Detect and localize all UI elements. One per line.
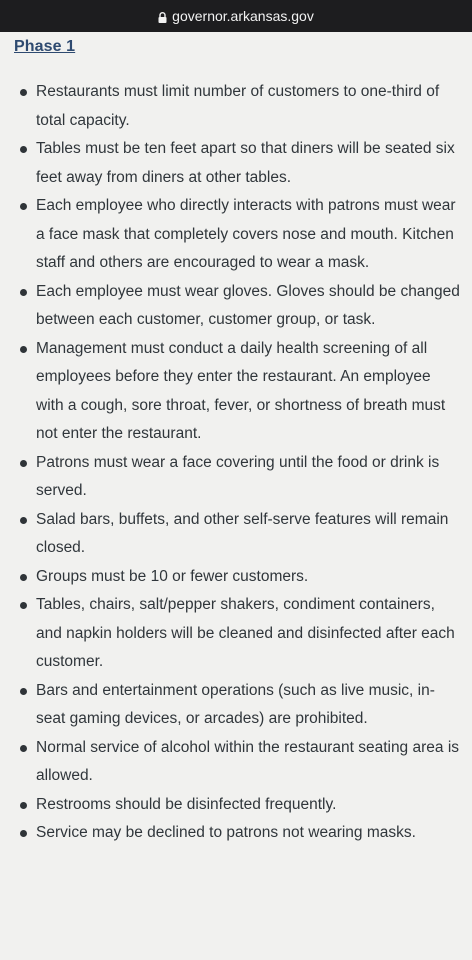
rule-item (12, 192, 460, 278)
rule-text: Normal service of alcohol within the restaurant seating area is allowed. (36, 738, 460, 784)
bullet-icon (20, 346, 27, 353)
rule-text: Each employee who directly interacts with patrons must wear a face mask that completely covers nose and mouth. Kitchen staff and others are encouraged to wear a mask. (36, 197, 456, 271)
bullet-icon (20, 830, 27, 837)
rule-text: Bars and entertainment operations (such as live music, in-seat gaming devices, or arcades) are prohibited. (36, 681, 435, 727)
rule-item (12, 591, 460, 677)
bullet-icon (20, 460, 27, 467)
rule-text: Management must conduct a daily health screening of all employees before they enter the restaurant. An employee with a cough, sore throat, fever, or shortness of breath must not enter the restaurant. (36, 339, 446, 442)
rule-text: Service may be declined to patrons not wearing masks. (36, 824, 416, 841)
rule-text: Restaurants must limit number of customers to one-third of total capacity. (36, 83, 440, 129)
rule-item (12, 78, 460, 135)
rule-item (12, 563, 460, 592)
page-content (0, 32, 472, 848)
rule-item (12, 506, 460, 563)
rule-item (12, 734, 460, 791)
bullet-icon (20, 146, 27, 153)
rule-text: Restrooms should be disinfected frequently. (36, 795, 337, 813)
rule-item (12, 791, 460, 820)
rule-text: Patrons must wear a face covering until the food or drink is served. (36, 453, 440, 499)
bullet-icon (20, 89, 27, 96)
rule-item (12, 677, 460, 734)
lock-icon (158, 12, 167, 23)
rule-text: Tables, chairs, salt/pepper shakers, condiment containers, and napkin holders will be cleaned and disinfected after each customer. (36, 596, 455, 670)
rule-text: Tables must be ten feet apart so that diners will be seated six feet away from diners at other tables. (36, 140, 455, 186)
rule-text: Each employee must wear gloves. Gloves should be changed between each customer, customer group, or task. (36, 282, 460, 328)
address-bar[interactable] (0, 0, 472, 32)
rule-item (12, 449, 460, 506)
rule-text: Groups must be 10 or fewer customers. (36, 567, 309, 585)
rule-item (12, 819, 460, 848)
bullet-icon (20, 203, 27, 210)
bullet-icon (20, 517, 27, 524)
bullet-icon (20, 574, 27, 581)
rule-item (12, 335, 460, 449)
rules-list (12, 78, 460, 848)
bullet-icon (20, 802, 27, 809)
bullet-icon (20, 745, 27, 752)
rule-item (12, 135, 460, 192)
url-text: governor.arkansas.gov (172, 8, 314, 24)
bullet-icon (20, 602, 27, 609)
bullet-icon (20, 688, 27, 695)
rule-item (12, 278, 460, 335)
bullet-icon (20, 289, 27, 296)
section-heading: Phase 1 (14, 38, 76, 55)
rule-text: Salad bars, buffets, and other self-serve features will remain closed. (36, 510, 449, 556)
